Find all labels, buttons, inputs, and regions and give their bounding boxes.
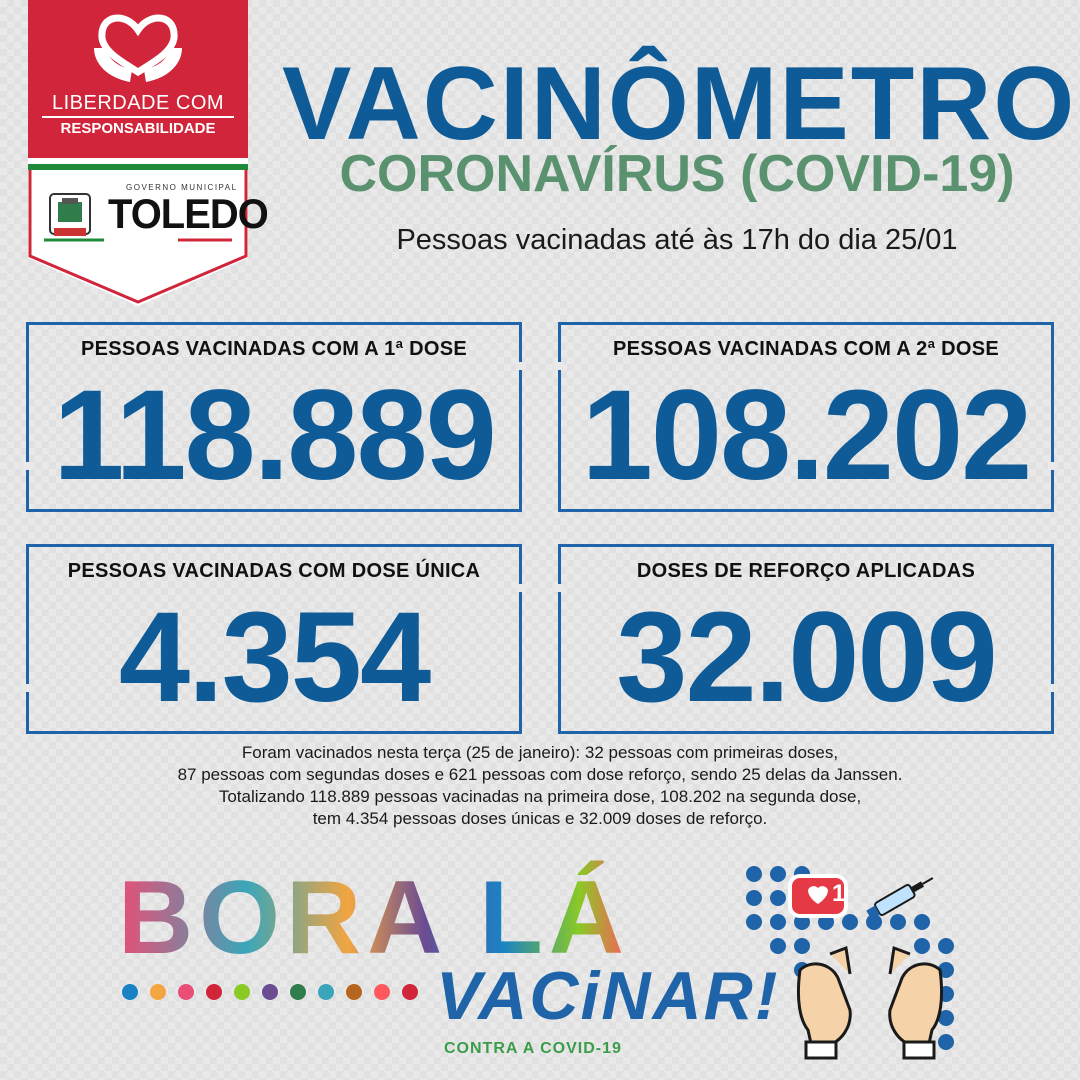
like-notification-icon (786, 868, 856, 926)
stat-label: PESSOAS VACINADAS COM A 2ª DOSE (612, 338, 1000, 360)
finger-heart-hands-icon (790, 930, 950, 1060)
stat-label: DOSES DE REFORÇO APLICADAS (636, 560, 976, 582)
like-count: 1 (832, 880, 846, 907)
info-line: Foram vacinados nesta terça (25 de janeiro): 32 pessoas com primeiras doses, (241, 743, 839, 762)
color-dots-decoration (120, 980, 420, 1004)
info-line: Totalizando 118.889 pessoas vacinadas na primeira dose, 108.202 na segunda dose, (218, 787, 862, 806)
heart-hands-icon (86, 8, 190, 88)
campaign-badge (28, 0, 268, 306)
slogan-line1: LIBERDADE COM (51, 92, 225, 114)
campaign-headline (118, 860, 630, 976)
stat-value: 4.354 (118, 586, 430, 729)
campaign-tagline: CONTRA A COVID-19 (444, 1040, 622, 1057)
stat-label: PESSOAS VACINADAS COM DOSE ÚNICA (67, 560, 481, 582)
city-name: TOLEDO (108, 190, 268, 237)
city-coat-of-arms-icon (44, 190, 96, 242)
stat-booster-doses (558, 544, 1054, 734)
stat-second-dose (558, 322, 1054, 512)
stat-first-dose (26, 322, 522, 512)
info-paragraph (100, 742, 980, 830)
page-title: VACINÔMETRO (282, 46, 1077, 162)
government-label: GOVERNO MUNICIPAL (126, 183, 238, 192)
campaign-headline-text: BORA LÁ (118, 860, 630, 976)
stat-label: PESSOAS VACINADAS COM A 1ª DOSE (80, 338, 468, 360)
stat-value: 108.202 (581, 364, 1031, 507)
campaign-action: VACiNAR! (436, 958, 780, 1034)
slogan-line2: RESPONSABILIDADE (42, 116, 234, 137)
page-subtitle: CORONAVÍRUS (COVID-19) (339, 145, 1015, 203)
date-caption: Pessoas vacinadas até às 17h do dia 25/01 (396, 224, 958, 256)
info-line: 87 pessoas com segundas doses e 621 pessoas com dose reforço, sendo 25 delas da Janssen. (177, 765, 903, 784)
stat-value: 118.889 (53, 364, 495, 507)
syringe-icon (860, 872, 940, 922)
info-line: tem 4.354 pessoas doses únicas e 32.009 doses de reforço. (312, 809, 768, 828)
stat-single-dose (26, 544, 522, 734)
stat-value: 32.009 (616, 586, 996, 729)
